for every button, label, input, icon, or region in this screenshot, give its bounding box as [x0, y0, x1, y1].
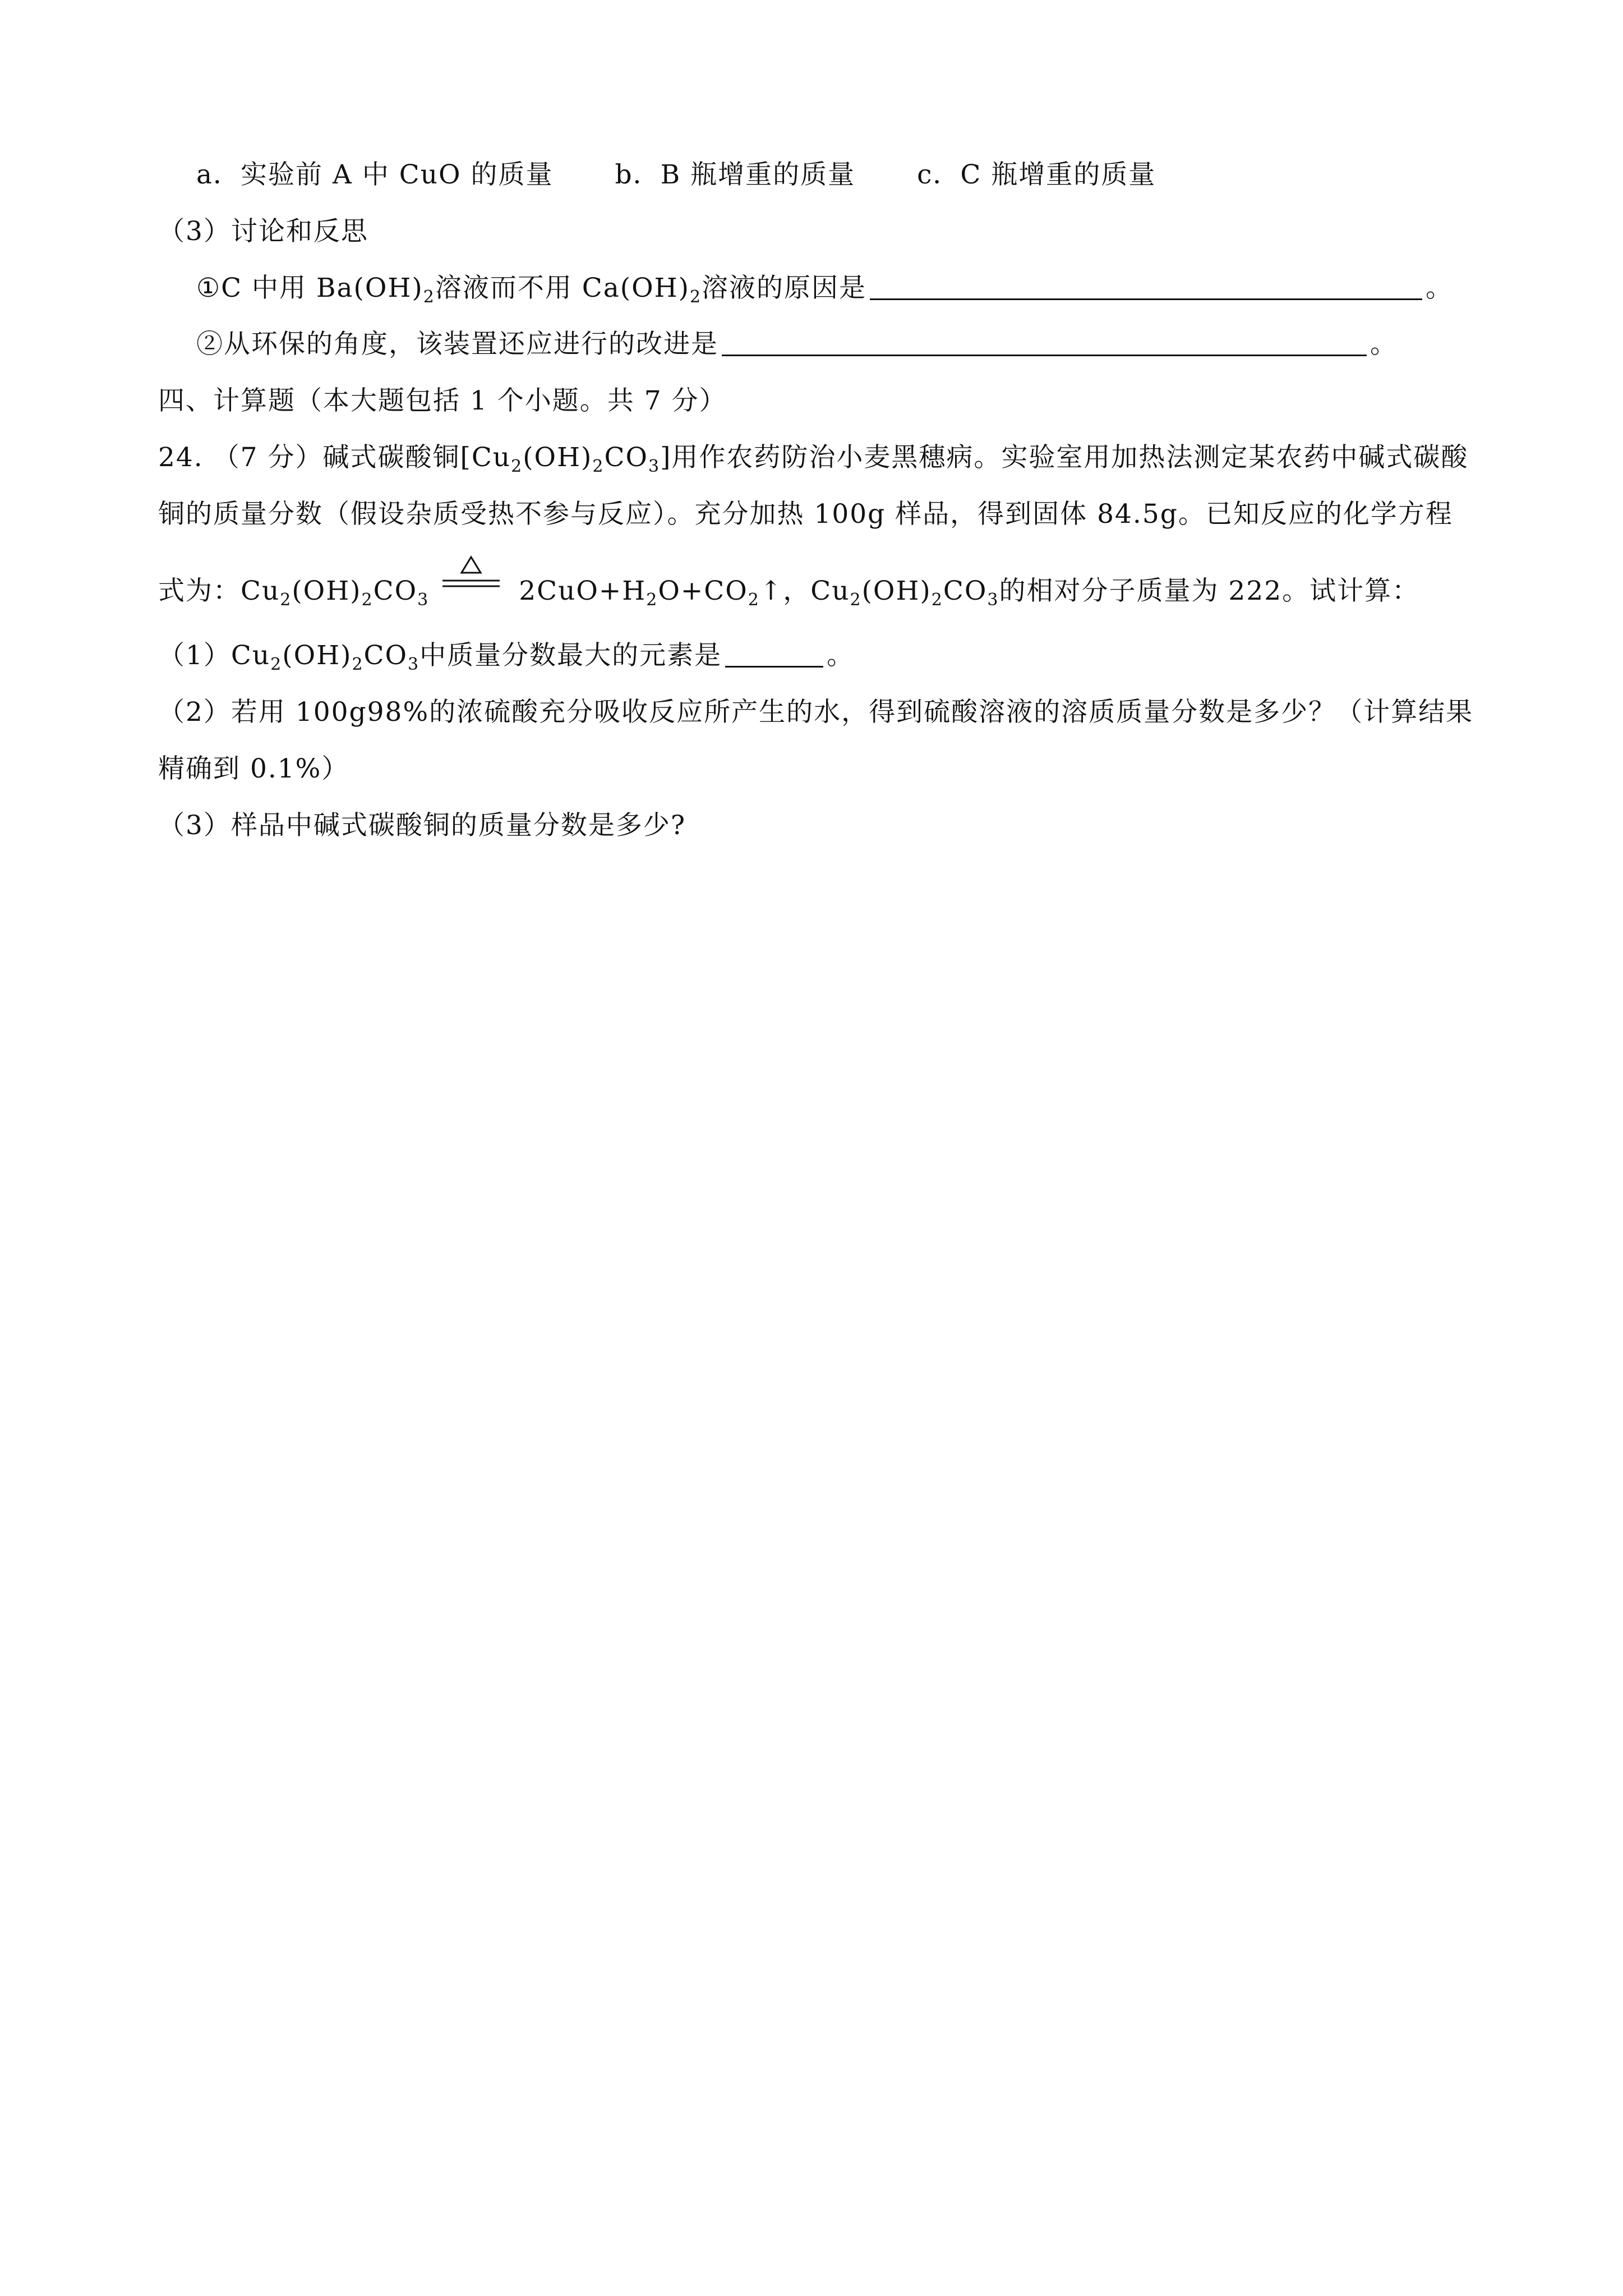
- equation-text: CO: [373, 576, 418, 606]
- q24-part2-line-2: 精确到 0.1%）: [158, 753, 349, 784]
- equation-text: (OH): [861, 576, 932, 606]
- heating-condition-icon: [440, 570, 502, 604]
- subscript: 3: [987, 590, 999, 610]
- q24-line-1: [158, 441, 1468, 475]
- answer-blank[interactable]: [722, 332, 1367, 356]
- subscript: 2: [423, 287, 435, 307]
- equation-text: (OH): [292, 576, 362, 606]
- option-b: b．B 瓶增重的质量: [615, 159, 856, 190]
- item1-text-c: 溶液的原因是: [702, 273, 867, 303]
- equation-text: CO: [943, 576, 988, 606]
- q24-text: (OH): [523, 442, 593, 473]
- q23-part3-heading: （3）讨论和反思: [158, 216, 368, 247]
- q24-text: ]用作农药防治小麦黑穗病。实验室用加热法测定某农药中碱式碳酸: [660, 442, 1469, 473]
- subscript: 3: [408, 655, 420, 674]
- subscript: 2: [931, 590, 943, 610]
- equation-text: O+CO: [658, 576, 748, 606]
- subscript: 2: [748, 590, 760, 610]
- item1-text-a: ①C 中用 Ba(OH): [196, 273, 423, 303]
- q23-part3-item1: [196, 272, 1453, 305]
- subscript: 2: [592, 457, 605, 476]
- q24-part3: （3）样品中碱式碳酸铜的质量分数是多少?: [158, 810, 686, 841]
- subscript: 2: [850, 590, 862, 610]
- equation-text: ↑，Cu: [759, 576, 850, 606]
- equation-text: 2CuO+H: [519, 576, 647, 606]
- option-c: c．C 瓶增重的质量: [917, 159, 1156, 190]
- part1-text: 中质量分数最大的元素是: [419, 640, 722, 671]
- subscript: 3: [648, 457, 661, 476]
- q23-part3-item2: [196, 328, 1398, 361]
- subscript: 2: [270, 655, 283, 674]
- subscript: 2: [511, 457, 523, 476]
- answer-blank[interactable]: [870, 276, 1422, 300]
- q24-part2-line-1: （2）若用 100g98%的浓硫酸充分吸收反应所产生的水，得到硫酸溶液的溶质质量分数是多少？（计算结果: [158, 697, 1474, 728]
- part1-text: CO: [363, 640, 408, 671]
- part1-text: （1）Cu: [158, 640, 271, 671]
- item1-text-b: 溶液而不用 Ca(OH): [435, 273, 690, 303]
- subscript: 3: [417, 590, 430, 610]
- section-4-heading: 四、计算题（本大题包括 1 个小题。共 7 分）: [158, 385, 727, 416]
- part1-period: 。: [827, 640, 855, 671]
- subscript: 2: [689, 287, 702, 307]
- q23-options-line: [196, 158, 1156, 192]
- q24-equation-line: [158, 570, 1419, 608]
- part1-text: (OH): [282, 640, 352, 671]
- equation-text: 的相对分子质量为 222。试计算：: [999, 576, 1420, 606]
- subscript: 2: [280, 590, 292, 610]
- q24-part1: [158, 639, 854, 673]
- subscript: 2: [361, 590, 374, 610]
- equation-text: 式为：Cu: [158, 576, 280, 606]
- q24-text: 24. （7 分）碱式碳酸铜[Cu: [158, 442, 511, 473]
- item2-period: 。: [1370, 329, 1398, 360]
- option-a: a．实验前 A 中 CuO 的质量: [196, 159, 554, 190]
- item2-text: ②从环保的角度，该装置还应进行的改进是: [196, 329, 718, 360]
- q24-text: CO: [604, 442, 648, 473]
- item1-period: 。: [1426, 273, 1454, 303]
- subscript: 2: [646, 590, 658, 610]
- subscript: 2: [352, 655, 364, 674]
- q24-line-2: 铜的质量分数（假设杂质受热不参与反应）。充分加热 100g 样品，得到固体 84.5g。已知反应的化学方程: [158, 499, 1453, 530]
- answer-blank[interactable]: [725, 643, 823, 668]
